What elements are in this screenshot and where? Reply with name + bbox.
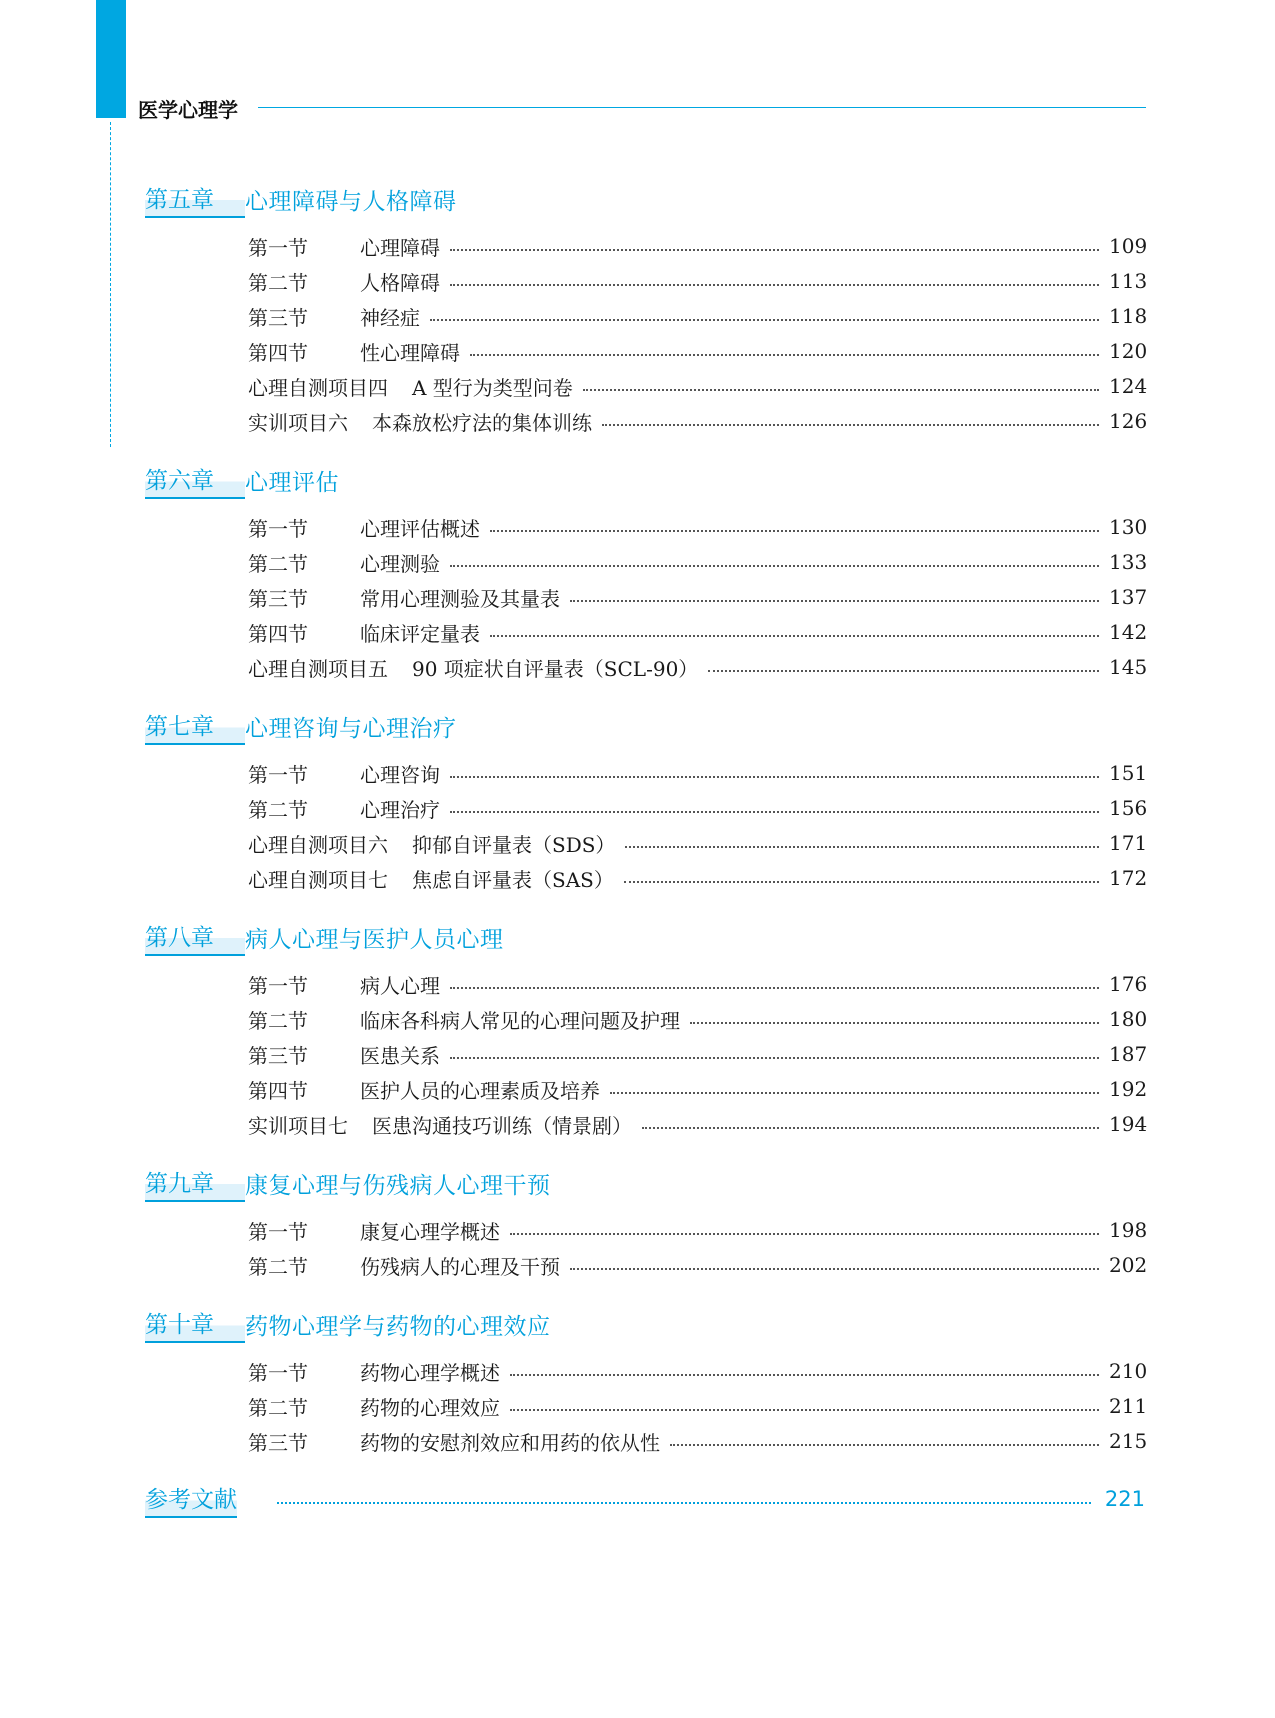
entry-number: 第一节 bbox=[248, 235, 308, 260]
dot-leader bbox=[450, 776, 1099, 778]
dot-leader bbox=[708, 670, 1099, 672]
entry-page: 109 bbox=[1109, 234, 1148, 258]
chapter-heading[interactable] bbox=[145, 179, 1145, 219]
entry-page: 133 bbox=[1109, 550, 1148, 574]
entry-page: 192 bbox=[1109, 1077, 1148, 1101]
toc-entry[interactable] bbox=[248, 370, 1148, 402]
entry-number: 第三节 bbox=[248, 305, 308, 330]
dot-leader bbox=[490, 635, 1099, 637]
header-rule bbox=[258, 107, 1146, 108]
toc-entry[interactable] bbox=[248, 335, 1148, 367]
entry-title: 临床各科病人常见的心理问题及护理 bbox=[360, 1008, 680, 1033]
entry-title: 康复心理学概述 bbox=[360, 1219, 500, 1244]
entry-number: 第二节 bbox=[248, 551, 308, 576]
toc-entry[interactable] bbox=[248, 511, 1148, 543]
dot-leader bbox=[450, 811, 1099, 813]
references-row[interactable] bbox=[145, 1479, 1145, 1519]
toc-entry[interactable] bbox=[248, 1003, 1148, 1035]
dot-leader bbox=[625, 846, 1099, 848]
dot-leader bbox=[624, 881, 1099, 883]
chapter-heading[interactable] bbox=[145, 1304, 1145, 1344]
chapter-number: 第七章 bbox=[145, 708, 245, 745]
entry-page: 130 bbox=[1109, 515, 1148, 539]
entry-page: 180 bbox=[1109, 1007, 1148, 1031]
entry-title: 心理评估概述 bbox=[360, 516, 480, 541]
entry-title: 常用心理测验及其量表 bbox=[360, 586, 560, 611]
margin-dashed-line bbox=[110, 122, 111, 447]
references-title: 参考文献 bbox=[145, 1481, 237, 1518]
entry-number: 心理自测项目四 bbox=[248, 375, 388, 400]
entry-page: 113 bbox=[1109, 269, 1148, 293]
toc-entry[interactable] bbox=[248, 1073, 1148, 1105]
entry-number: 第一节 bbox=[248, 516, 308, 541]
toc-entry[interactable] bbox=[248, 581, 1148, 613]
toc-entry[interactable] bbox=[248, 1390, 1148, 1422]
entry-title: 伤残病人的心理及干预 bbox=[360, 1254, 560, 1279]
dot-leader bbox=[450, 249, 1099, 251]
entry-number: 实训项目六 bbox=[248, 410, 348, 435]
entry-page: 194 bbox=[1109, 1112, 1148, 1136]
entry-page: 176 bbox=[1109, 972, 1148, 996]
entry-number: 第一节 bbox=[248, 973, 308, 998]
entry-title: 心理测验 bbox=[360, 551, 440, 576]
dot-leader bbox=[510, 1374, 1099, 1376]
chapter-heading[interactable] bbox=[145, 1163, 1145, 1203]
dot-leader bbox=[470, 354, 1099, 356]
dot-leader bbox=[602, 424, 1099, 426]
toc-entry[interactable] bbox=[248, 265, 1148, 297]
dot-leader bbox=[510, 1233, 1099, 1235]
dot-leader bbox=[583, 389, 1099, 391]
entry-title: 临床评定量表 bbox=[360, 621, 480, 646]
entry-number: 第二节 bbox=[248, 797, 308, 822]
entry-number: 第二节 bbox=[248, 1008, 308, 1033]
toc-entry[interactable] bbox=[248, 1038, 1148, 1070]
entry-page: 211 bbox=[1109, 1394, 1148, 1418]
dot-leader bbox=[642, 1127, 1099, 1129]
entry-page: 215 bbox=[1109, 1429, 1148, 1453]
toc-entry[interactable] bbox=[248, 757, 1148, 789]
entry-page: 118 bbox=[1109, 304, 1148, 328]
entry-page: 172 bbox=[1109, 866, 1148, 890]
entry-page: 145 bbox=[1109, 655, 1148, 679]
entry-page: 210 bbox=[1109, 1359, 1148, 1383]
chapter-number: 第八章 bbox=[145, 919, 245, 956]
toc-entry[interactable] bbox=[248, 1214, 1148, 1246]
entry-page: 156 bbox=[1109, 796, 1148, 820]
running-head-title: 医学心理学 bbox=[138, 98, 238, 122]
chapter-heading[interactable] bbox=[145, 917, 1145, 957]
entry-number: 第二节 bbox=[248, 270, 308, 295]
entry-number: 第三节 bbox=[248, 586, 308, 611]
toc-entry[interactable] bbox=[248, 1108, 1148, 1140]
chapter-title: 心理评估 bbox=[245, 469, 339, 496]
entry-number: 心理自测项目六 bbox=[248, 832, 388, 857]
entry-title: 药物心理学概述 bbox=[360, 1360, 500, 1385]
dot-leader bbox=[670, 1444, 1099, 1446]
toc-entry[interactable] bbox=[248, 651, 1148, 683]
entry-title: 人格障碍 bbox=[360, 270, 440, 295]
dot-leader bbox=[450, 284, 1099, 286]
toc-entry[interactable] bbox=[248, 792, 1148, 824]
entry-page: 151 bbox=[1109, 761, 1148, 785]
chapter-title: 康复心理与伤残病人心理干预 bbox=[245, 1172, 551, 1199]
dot-leader bbox=[570, 600, 1099, 602]
entry-title: 焦虑自评量表（SAS） bbox=[412, 867, 614, 892]
toc-entry[interactable] bbox=[248, 827, 1148, 859]
dot-leader bbox=[570, 1268, 1099, 1270]
dot-leader bbox=[450, 565, 1099, 567]
toc-entry[interactable] bbox=[248, 546, 1148, 578]
dot-leader bbox=[430, 319, 1099, 321]
entry-number: 心理自测项目五 bbox=[248, 656, 388, 681]
entry-number: 第二节 bbox=[248, 1254, 308, 1279]
chapter-number: 第九章 bbox=[145, 1165, 245, 1202]
chapter-heading[interactable] bbox=[145, 706, 1145, 746]
entry-number: 第一节 bbox=[248, 1219, 308, 1244]
entry-number: 第三节 bbox=[248, 1430, 308, 1455]
entry-title: 90 项症状自评量表（SCL-90） bbox=[412, 656, 699, 681]
toc-entry[interactable] bbox=[248, 616, 1148, 648]
toc-entry[interactable] bbox=[248, 968, 1148, 1000]
chapter-title: 心理咨询与心理治疗 bbox=[245, 715, 457, 742]
entry-title: 抑郁自评量表（SDS） bbox=[412, 832, 616, 857]
entry-number: 第一节 bbox=[248, 762, 308, 787]
toc-entry[interactable] bbox=[248, 862, 1148, 894]
entry-title: 本森放松疗法的集体训练 bbox=[372, 410, 592, 435]
entry-title: 药物的安慰剂效应和用药的依从性 bbox=[360, 1430, 660, 1455]
entry-title: 心理治疗 bbox=[360, 797, 440, 822]
toc-entry[interactable] bbox=[248, 405, 1148, 437]
toc-entry[interactable] bbox=[248, 230, 1148, 262]
entry-number: 第四节 bbox=[248, 621, 308, 646]
entry-page: 198 bbox=[1109, 1218, 1148, 1242]
chapter-title: 病人心理与医护人员心理 bbox=[245, 926, 504, 953]
entry-page: 124 bbox=[1109, 374, 1148, 398]
references-page: 221 bbox=[1104, 1487, 1145, 1511]
dot-leader bbox=[510, 1409, 1099, 1411]
entry-title: 医护人员的心理素质及培养 bbox=[360, 1078, 600, 1103]
entry-title: 心理障碍 bbox=[360, 235, 440, 260]
entry-title: 心理咨询 bbox=[360, 762, 440, 787]
entry-number: 心理自测项目七 bbox=[248, 867, 388, 892]
entry-page: 142 bbox=[1109, 620, 1148, 644]
entry-number: 第一节 bbox=[248, 1360, 308, 1385]
dot-leader bbox=[690, 1022, 1099, 1024]
chapter-title: 药物心理学与药物的心理效应 bbox=[245, 1313, 551, 1340]
entry-number: 第三节 bbox=[248, 1043, 308, 1068]
entry-number: 第四节 bbox=[248, 1078, 308, 1103]
entry-title: 性心理障碍 bbox=[360, 340, 460, 365]
entry-title: 医患沟通技巧训练（情景剧） bbox=[372, 1113, 632, 1138]
entry-title: 病人心理 bbox=[360, 973, 440, 998]
dot-leader bbox=[490, 530, 1099, 532]
toc-entry[interactable] bbox=[248, 1355, 1148, 1387]
entry-title: 医患关系 bbox=[360, 1043, 440, 1068]
chapter-number: 第五章 bbox=[145, 181, 245, 218]
chapter-number: 第六章 bbox=[145, 462, 245, 499]
entry-page: 187 bbox=[1109, 1042, 1148, 1066]
chapter-heading[interactable] bbox=[145, 460, 1145, 500]
entry-number: 实训项目七 bbox=[248, 1113, 348, 1138]
toc-entry[interactable] bbox=[248, 300, 1148, 332]
corner-color-bar bbox=[96, 0, 126, 118]
entry-number: 第四节 bbox=[248, 340, 308, 365]
entry-page: 171 bbox=[1109, 831, 1148, 855]
entry-title: 药物的心理效应 bbox=[360, 1395, 500, 1420]
entry-number: 第二节 bbox=[248, 1395, 308, 1420]
toc-entry[interactable] bbox=[248, 1249, 1148, 1281]
entry-page: 137 bbox=[1109, 585, 1148, 609]
dot-leader bbox=[610, 1092, 1099, 1094]
entry-page: 126 bbox=[1109, 409, 1148, 433]
entry-title: A 型行为类型问卷 bbox=[412, 375, 573, 400]
chapter-title: 心理障碍与人格障碍 bbox=[245, 188, 457, 215]
dot-leader bbox=[450, 1057, 1099, 1059]
entry-page: 120 bbox=[1109, 339, 1148, 363]
dot-leader bbox=[277, 1502, 1091, 1504]
entry-title: 神经症 bbox=[360, 305, 420, 330]
chapter-number: 第十章 bbox=[145, 1306, 245, 1343]
toc-entry[interactable] bbox=[248, 1425, 1148, 1457]
dot-leader bbox=[450, 987, 1099, 989]
entry-page: 202 bbox=[1109, 1253, 1148, 1277]
